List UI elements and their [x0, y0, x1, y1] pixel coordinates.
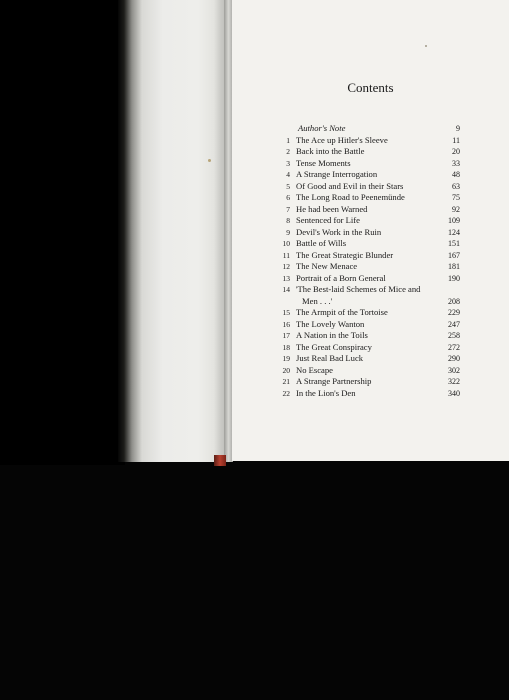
chapter-number: 20	[282, 365, 290, 375]
page-number: 63	[452, 181, 460, 191]
chapter-entry	[278, 342, 464, 354]
chapter-title-text: A Strange Partnership	[296, 376, 372, 386]
chapter-number: 21	[282, 377, 290, 386]
chapter-number: 13	[282, 273, 290, 283]
chapter-title-text: He had been Warned	[296, 203, 368, 214]
chapter-title	[296, 307, 388, 319]
chapter-title-continued: Men . . .'	[302, 295, 333, 306]
page-number: 302	[448, 365, 460, 375]
chapter-entry	[278, 273, 464, 285]
paper-speck	[425, 45, 427, 47]
chapter-entry	[278, 261, 464, 273]
page-number: 322	[448, 377, 460, 386]
page-number: 48	[452, 170, 460, 179]
chapter-entry	[278, 158, 464, 170]
chapter-number: 22	[282, 388, 290, 398]
page-number: 340	[448, 388, 460, 398]
chapter-title	[296, 273, 386, 285]
left-page	[118, 0, 226, 462]
chapter-entry	[278, 376, 464, 388]
page-number: 20	[452, 147, 460, 156]
chapter-title-text: In the Lion's Den	[296, 387, 356, 398]
chapter-title	[296, 261, 357, 273]
page-number: 11	[452, 135, 460, 145]
chapter-title-text: 'The Best-laid Schemes of Mice and	[296, 284, 421, 294]
chapter-entry	[278, 192, 464, 204]
page-number: 208	[448, 296, 460, 306]
chapter-entry	[278, 319, 464, 331]
chapter-title	[296, 376, 371, 388]
page-number: 151	[448, 239, 460, 248]
chapter-title	[296, 158, 351, 170]
chapter-title-text: Tense Moments	[296, 157, 351, 168]
chapter-title	[296, 284, 420, 307]
chapter-title	[296, 227, 381, 239]
chapter-entry	[278, 365, 464, 377]
chapter-title	[296, 146, 365, 158]
chapter-number: 6	[286, 193, 290, 202]
chapter-number: 12	[282, 262, 290, 271]
page-number: 290	[448, 354, 460, 363]
chapter-title-text: Devil's Work in the Ruin	[296, 226, 382, 237]
author-note-entry	[278, 123, 464, 135]
chapter-title-text: Portrait of a Born General	[296, 272, 386, 283]
chapter-title-text: The Long Road to Peenemünde	[296, 192, 405, 202]
chapter-title	[296, 238, 346, 250]
contents-list	[278, 123, 464, 399]
chapter-number: 17	[282, 331, 290, 340]
chapter-number: 16	[282, 319, 290, 329]
chapter-number: 5	[286, 181, 290, 191]
page-number: 229	[448, 308, 460, 317]
spine-edge	[214, 455, 226, 466]
page-number: 75	[452, 193, 460, 202]
chapter-number: 14	[282, 285, 290, 294]
chapter-title-text: No Escape	[296, 364, 333, 375]
chapter-title-text: Of Good and Evil in their Stars	[296, 180, 404, 191]
chapter-title-text: A Strange Interrogation	[296, 169, 378, 179]
page-title: Contents	[347, 80, 394, 95]
page-number: 247	[448, 319, 460, 329]
chapter-title	[296, 388, 356, 400]
chapter-title	[296, 181, 403, 193]
chapter-number: 2	[286, 147, 290, 156]
chapter-title	[296, 330, 368, 342]
chapter-title	[296, 353, 363, 365]
chapter-title	[296, 342, 372, 354]
chapter-title-text: Author's Note	[298, 123, 346, 133]
page-number: 124	[448, 227, 460, 237]
chapter-number: 3	[286, 158, 290, 168]
chapter-entry	[278, 169, 464, 181]
chapter-entry	[278, 388, 464, 400]
chapter-title-text: The Ace up Hitler's Sleeve	[296, 134, 388, 145]
scan-shadow	[0, 0, 125, 465]
chapter-title-text: Just Real Bad Luck	[296, 353, 364, 363]
chapter-entry	[278, 238, 464, 250]
chapter-number: 1	[286, 135, 290, 145]
chapter-title	[296, 204, 367, 216]
page-number: 109	[448, 216, 460, 225]
chapter-number: 8	[286, 216, 290, 225]
chapter-entry	[278, 135, 464, 147]
page-number: 167	[448, 250, 460, 260]
chapter-number: 4	[286, 170, 290, 179]
page-number: 258	[448, 331, 460, 340]
chapter-number: 7	[286, 204, 290, 214]
chapter-title-text: A Nation in the Toils	[296, 330, 368, 340]
chapter-title	[296, 169, 377, 181]
chapter-entry	[278, 204, 464, 216]
chapter-entry	[278, 146, 464, 158]
chapter-entry	[278, 330, 464, 342]
chapter-title-text: The Armpit of the Tortoise	[296, 307, 388, 317]
chapter-title-text: The Lovely Wanton	[296, 318, 365, 329]
chapter-number: 19	[282, 354, 290, 363]
chapter-entry	[278, 353, 464, 365]
chapter-entry	[278, 215, 464, 227]
chapter-title-text: Sentenced for Life	[296, 215, 360, 225]
chapter-title	[296, 215, 360, 227]
chapter-title	[296, 319, 364, 331]
chapter-number: 11	[282, 250, 290, 260]
page-number: 272	[448, 342, 460, 352]
chapter-entry	[278, 227, 464, 239]
chapter-number: 9	[286, 227, 290, 237]
chapter-number: 15	[282, 308, 290, 317]
chapter-entry	[278, 307, 464, 319]
page-number: 9	[456, 124, 460, 133]
page-number: 33	[452, 158, 460, 168]
chapter-title	[296, 250, 393, 262]
chapter-title	[298, 123, 345, 135]
chapter-entry	[278, 250, 464, 262]
page-number: 181	[448, 262, 460, 271]
chapter-title-text: The Great Conspiracy	[296, 341, 372, 352]
chapter-number: 10	[282, 239, 290, 248]
chapter-title	[296, 135, 388, 147]
page-number: 92	[452, 204, 460, 214]
paper-speck	[208, 159, 211, 162]
chapter-entry	[278, 181, 464, 193]
chapter-entry	[278, 284, 464, 307]
chapter-title-text: The Great Strategic Blunder	[296, 249, 394, 260]
chapter-title-text: Back into the Battle	[296, 146, 365, 156]
chapter-title	[296, 365, 333, 377]
chapter-number: 18	[282, 342, 290, 352]
chapter-title	[296, 192, 405, 204]
chapter-title-text: The New Menace	[296, 261, 358, 271]
chapter-title-text: Battle of Wills	[296, 238, 347, 248]
page-number: 190	[448, 273, 460, 283]
